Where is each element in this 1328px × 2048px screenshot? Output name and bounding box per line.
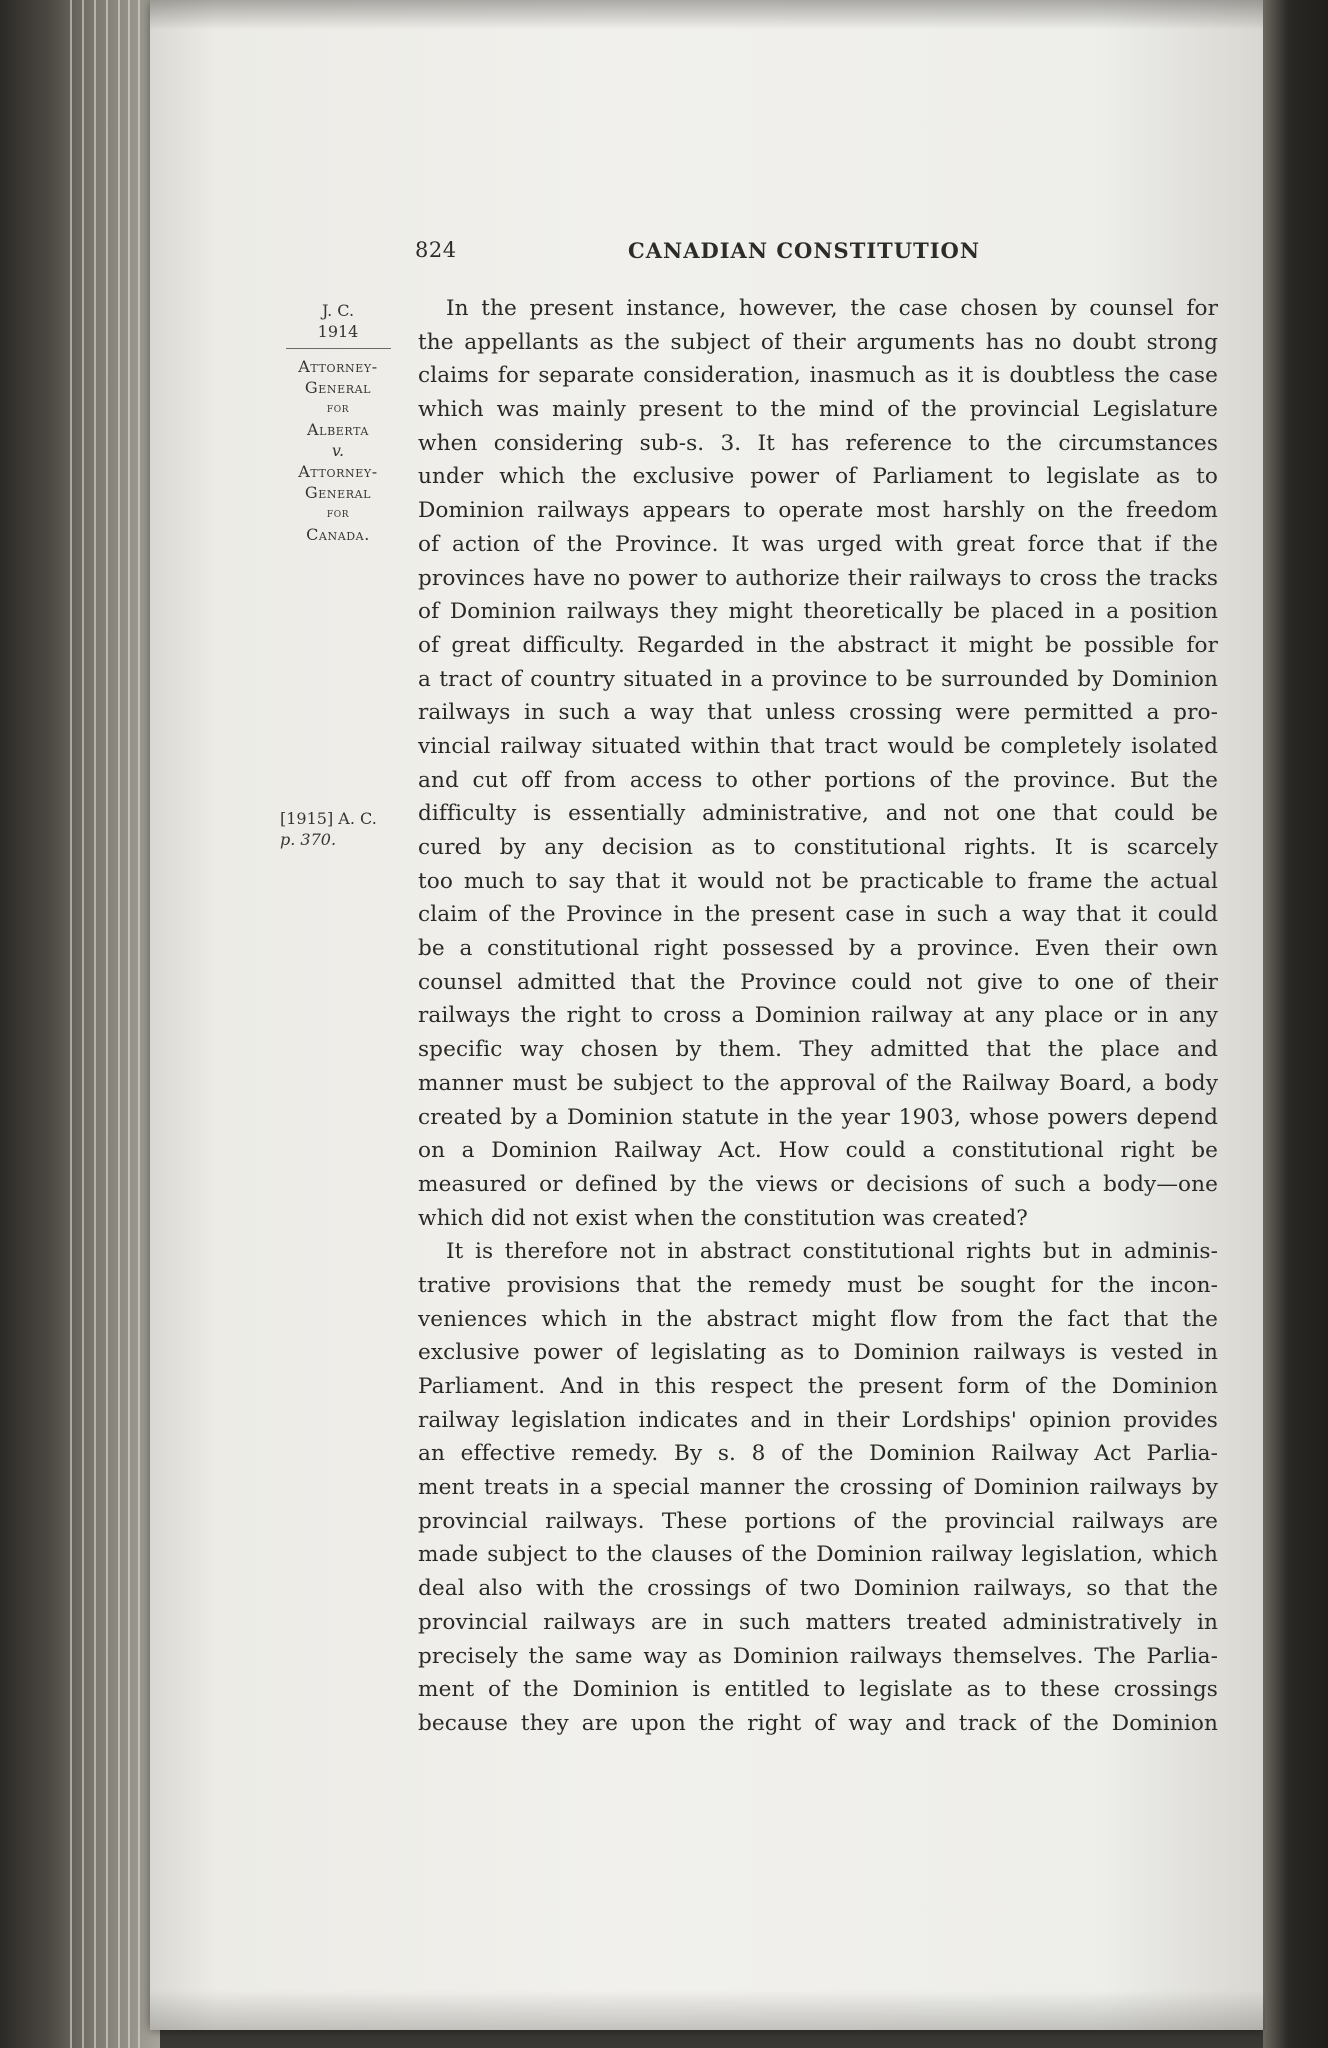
text-line: ment treats in a special manner the crossing of Dominion railways by <box>418 1475 1218 1501</box>
side-note-divider <box>286 348 391 349</box>
text-line: railways in such a way that unless crossing were permitted a pro- <box>418 700 1218 726</box>
side-note-party: Attorney- <box>298 357 378 376</box>
page-number: 824 <box>415 238 457 262</box>
side-note-party: for <box>326 401 350 416</box>
text-line: and cut off from access to other portions of the province. But the <box>418 767 1218 793</box>
text-line: deal also with the crossings of two Dominion railways, so that the <box>418 1576 1218 1602</box>
text-line: of great difficulty. Regarded in the abstract it might be possible for <box>418 632 1218 658</box>
text-line: provinces have no power to authorize their railways to cross the tracks <box>418 565 1218 591</box>
text-line: be a constitutional right possessed by a province. Even their own <box>418 936 1218 962</box>
paragraph <box>418 1235 1218 1740</box>
paragraph <box>418 292 1218 1235</box>
side-note-party: Alberta <box>307 420 369 439</box>
text-line: difficulty is essentially administrative, and not one that could be <box>418 801 1218 827</box>
text-line: specific way chosen by them. They admitted that the place and <box>418 1037 1218 1063</box>
side-note-party: General <box>304 378 372 397</box>
side-note-party: Canada. <box>306 525 370 544</box>
page-edges <box>0 0 160 2048</box>
text-line: precisely the same way as Dominion railways themselves. The Parlia- <box>418 1643 1218 1669</box>
text-line: under which the exclusive power of Parliament to legislate as to <box>418 464 1218 490</box>
text-line: claims for separate consideration, inasmuch as it is doubtless the case <box>418 363 1218 389</box>
text-line: which did not exist when the constitution was created? <box>418 1205 1028 1231</box>
side-citation <box>280 808 400 850</box>
side-note-versus: v. <box>331 441 345 460</box>
text-line: trative provisions that the remedy must be sought for the incon- <box>418 1272 1218 1298</box>
text-line: veniences which in the abstract might flow from the fact that the <box>418 1306 1218 1332</box>
text-line: counsel admitted that the Province could not give to one of their <box>418 969 1218 995</box>
text-line: manner must be subject to the approval of the Railway Board, a body <box>418 1070 1218 1096</box>
text-line: exclusive power of legislating as to Dominion railways is vested in <box>418 1340 1218 1366</box>
side-note-court: J. C. <box>321 301 355 320</box>
text-line: cured by any decision as to constitutional rights. It is scarcely <box>418 835 1218 860</box>
text-line: Parliament. And in this respect the present form of the Dominion <box>418 1374 1218 1399</box>
citation-line: [1915] A. C. <box>280 809 377 828</box>
text-line: It is therefore not in abstract constitutional rights but in adminis- <box>446 1239 1218 1265</box>
text-line: provincial railways. These portions of the provincial railways are <box>418 1508 1218 1534</box>
text-line: ment of the Dominion is entitled to legislate as to these crossings <box>418 1677 1218 1703</box>
text-line: because they are upon the right of way and track of the Dominion <box>418 1710 1218 1736</box>
text-line: claim of the Province in the present case in such a way that it could <box>418 902 1218 928</box>
text-line: when considering sub-s. 3. It has reference to the circumstances <box>418 430 1218 456</box>
text-line: railway legislation indicates and in their Lordships' opinion provides <box>418 1407 1218 1433</box>
side-note <box>278 300 398 545</box>
text-line: too much to say that it would not be practicable to frame the actual <box>418 868 1218 894</box>
body-text <box>418 292 1218 1741</box>
text-line: created by a Dominion statute in the year 1903, whose powers depend <box>418 1104 1218 1130</box>
text-line: measured or defined by the views or decisions of such a body—one <box>418 1171 1218 1197</box>
text-line: of Dominion railways they might theoretically be placed in a position <box>418 599 1218 625</box>
page-bottom-shadow <box>150 1990 1265 2030</box>
side-note-party: for <box>326 506 350 521</box>
text-line: Dominion railways appears to operate most harshly on the freedom <box>418 498 1218 524</box>
citation-line: p. 370. <box>280 830 337 849</box>
text-line: In the present instance, however, the case chosen by counsel for <box>446 296 1218 321</box>
book-spine-edge <box>1263 0 1328 2048</box>
side-note-year: 1914 <box>317 322 359 341</box>
text-line: the appellants as the subject of their arguments has no doubt strong <box>418 329 1218 355</box>
text-line: on a Dominion Railway Act. How could a constitutional right be <box>418 1138 1218 1164</box>
side-note-party: General <box>304 483 372 502</box>
text-line: vincial railway situated within that tract would be completely isolated <box>418 733 1218 759</box>
text-line: of action of the Province. It was urged with great force that if the <box>418 531 1218 557</box>
text-line: railways the right to cross a Dominion railway at any place or in any <box>418 1003 1218 1029</box>
text-line: which was mainly present to the mind of the provincial Legislature <box>418 397 1218 423</box>
page-title: CANADIAN CONSTITUTION <box>628 238 981 263</box>
running-head <box>415 238 1285 268</box>
text-line: made subject to the clauses of the Dominion railway legislation, which <box>418 1542 1218 1568</box>
text-line: an effective remedy. By s. 8 of the Dominion Railway Act Parlia- <box>418 1441 1218 1467</box>
text-line: a tract of country situated in a province to be surrounded by Dominion <box>418 666 1218 692</box>
page-top-shadow <box>150 0 1265 30</box>
side-note-party: Attorney- <box>298 462 378 481</box>
text-line: provincial railways are in such matters treated administratively in <box>418 1609 1218 1635</box>
